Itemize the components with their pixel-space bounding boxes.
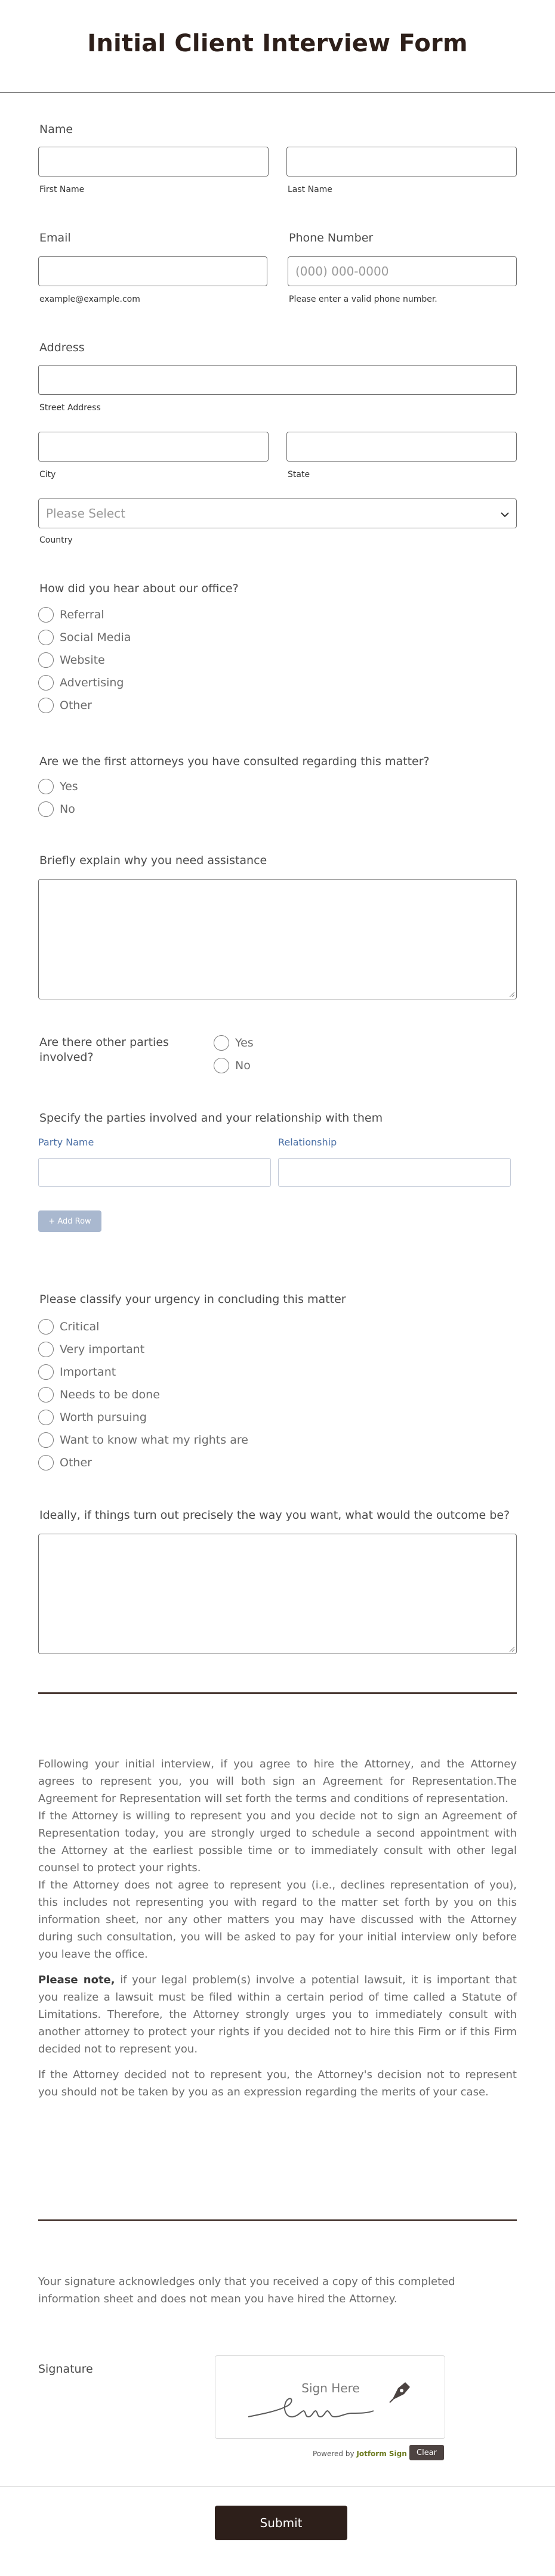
radio-option[interactable] — [214, 1054, 254, 1077]
column-header-relationship: Relationship — [278, 1137, 337, 1148]
acknowledge-text — [38, 2273, 517, 2308]
radio-circle[interactable] — [38, 1410, 54, 1425]
radio-option[interactable] — [38, 1451, 248, 1474]
radio-label: Referral — [60, 608, 104, 621]
relationship-input[interactable] — [278, 1158, 511, 1187]
outcome-textarea[interactable] — [38, 1534, 517, 1654]
radio-label: Worth pursuing — [60, 1411, 147, 1424]
city-input[interactable] — [38, 432, 269, 462]
radio-label: No — [235, 1059, 251, 1072]
radio-option[interactable] — [38, 671, 131, 694]
section-divider — [38, 1692, 517, 1694]
radio-circle[interactable] — [38, 630, 54, 645]
radio-option[interactable] — [38, 603, 131, 626]
radio-circle[interactable] — [38, 1387, 54, 1402]
country-select[interactable] — [38, 499, 517, 528]
urgency-label: Please classify your urgency in concluding this matter — [39, 1293, 346, 1306]
submit-button[interactable]: Submit — [215, 2506, 347, 2540]
radio-label: Very important — [60, 1343, 145, 1356]
phone-placeholder: (000) 000-0000 — [295, 264, 389, 278]
first-name-sublabel: First Name — [39, 185, 85, 194]
hear-about-options — [38, 603, 131, 717]
city-sublabel: City — [39, 470, 56, 479]
radio-label: Important — [60, 1366, 116, 1379]
country-select-value: Please Select — [46, 506, 125, 521]
email-input[interactable] — [38, 256, 267, 286]
signature-pad[interactable] — [215, 2355, 445, 2439]
street-address-input[interactable] — [38, 365, 517, 395]
other-parties-label-line1: Are there other parties — [39, 1036, 169, 1049]
radio-label: No — [60, 803, 75, 816]
street-address-sublabel: Street Address — [39, 403, 101, 413]
last-name-input[interactable] — [286, 147, 517, 177]
other-parties-label — [39, 1035, 169, 1065]
radio-circle[interactable] — [38, 607, 54, 623]
radio-circle[interactable] — [214, 1058, 229, 1073]
radio-circle[interactable] — [38, 675, 54, 691]
header-divider — [0, 92, 555, 93]
terms-text — [38, 1755, 517, 2101]
email-label: Email — [39, 231, 71, 244]
resize-grip-icon[interactable] — [508, 1646, 514, 1652]
terms-paragraph: If the Attorney does not agree to represent you (i.e., declines representation of you), this includes not representing you with regard to the matter set forth by you on this information sheet, nor any other matters you may have discussed with the Attorney during such consultation, you will be asked to pay for your initial interview only before you leave the office. — [38, 1879, 517, 1961]
first-name-input[interactable] — [38, 147, 269, 177]
radio-label: Social Media — [60, 631, 131, 644]
country-sublabel: Country — [39, 535, 73, 545]
resize-grip-icon[interactable] — [508, 991, 514, 997]
form-title: Initial Client Interview Form — [87, 30, 468, 57]
first-attorneys-options — [38, 775, 78, 821]
radio-label: Other — [60, 699, 92, 712]
terms-paragraph: Following your initial interview, if you agree to hire the Attorney, and the Attorney agrees to represent you, you will both sign an Agreement for Representation.The Agreement for Representation will set forth the terms and conditions of representation. — [38, 1758, 517, 1805]
clear-signature-button[interactable]: Clear — [409, 2445, 444, 2460]
radio-label: Want to know what my rights are — [60, 1433, 248, 1447]
assistance-label: Briefly explain why you need assistance — [39, 854, 267, 867]
radio-option[interactable] — [38, 1361, 248, 1383]
radio-option[interactable] — [214, 1032, 254, 1054]
radio-circle[interactable] — [38, 1364, 54, 1380]
terms-paragraph: If the Attorney is willing to represent you and you decide not to sign an Agreement of Representation today, you are strongly urged to schedule a second appointment with the Attorney at the earliest possible time or to immediately consult with other legal counsel to protect your rights. — [38, 1810, 517, 1874]
radio-option[interactable] — [38, 649, 131, 671]
signature-label: Signature — [38, 2363, 93, 2376]
state-input[interactable] — [286, 432, 517, 462]
phone-input[interactable] — [288, 256, 517, 286]
radio-label: Yes — [235, 1036, 254, 1049]
radio-circle[interactable] — [38, 1432, 54, 1448]
jotform-sign-brand[interactable]: Jotform Sign — [356, 2450, 407, 2458]
radio-label: Other — [60, 1456, 92, 1469]
chevron-down-icon — [501, 506, 509, 521]
state-sublabel: State — [288, 470, 310, 479]
acknowledge-line: Your signature acknowledges only that you received a copy of this completed — [38, 2275, 455, 2288]
add-row-button[interactable]: + Add Row — [38, 1210, 101, 1232]
radio-circle[interactable] — [214, 1035, 229, 1051]
hear-about-label: How did you hear about our office? — [39, 582, 239, 595]
first-attorneys-label: Are we the first attorneys you have consulted regarding this matter? — [39, 755, 430, 768]
section-divider — [38, 2219, 517, 2221]
urgency-options — [38, 1315, 248, 1474]
column-header-party-name: Party Name — [38, 1137, 94, 1148]
radio-label: Advertising — [60, 676, 124, 689]
radio-label: Critical — [60, 1320, 100, 1333]
radio-option[interactable] — [38, 626, 131, 649]
signature-placeholder: Sign Here — [301, 2381, 360, 2395]
terms-paragraph — [38, 1971, 517, 2058]
radio-circle[interactable] — [38, 779, 54, 794]
pen-nib-icon — [386, 2377, 415, 2406]
radio-circle[interactable] — [38, 1342, 54, 1357]
radio-circle[interactable] — [38, 652, 54, 668]
radio-option[interactable] — [38, 694, 131, 717]
radio-circle[interactable] — [38, 801, 54, 817]
other-parties-options — [214, 1032, 254, 1077]
please-note-text: if your legal problem(s) involve a potential lawsuit, it is important that you realize a lawsuit must be filed within a certain period of time called a Statute of Limitations. Therefore, the Attorney strongly urges you to immediately consult with another attorney to protect your rights if you decided not to hire this Firm or if this Firm decided not to represent you. — [38, 1974, 517, 2055]
radio-option[interactable] — [38, 1315, 248, 1338]
acknowledge-line: information sheet and does not mean you have hired the Attorney. — [38, 2293, 397, 2305]
radio-label: Needs to be done — [60, 1388, 160, 1401]
name-label: Name — [39, 123, 73, 136]
radio-option[interactable] — [38, 1429, 248, 1451]
radio-option[interactable] — [38, 798, 78, 821]
please-note-bold: Please note, — [38, 1974, 115, 1986]
radio-circle[interactable] — [38, 1455, 54, 1470]
email-sublabel: example@example.com — [39, 295, 140, 304]
radio-option[interactable] — [38, 1383, 248, 1406]
radio-option[interactable] — [38, 1338, 248, 1361]
assistance-textarea[interactable] — [38, 879, 517, 999]
radio-option[interactable] — [38, 1406, 248, 1429]
last-name-sublabel: Last Name — [288, 185, 332, 194]
powered-by-prefix: Powered by — [313, 2450, 354, 2458]
phone-label: Phone Number — [289, 231, 374, 244]
terms-paragraph: If the Attorney decided not to represent you, the Attorney's decision not to represent you should not be taken by you as an expression regarding the merits of your case. — [38, 2069, 517, 2098]
radio-circle[interactable] — [38, 1319, 54, 1335]
radio-label: Website — [60, 654, 105, 667]
radio-label: Yes — [60, 780, 78, 793]
address-label: Address — [39, 341, 85, 354]
radio-circle[interactable] — [38, 698, 54, 713]
powered-by — [313, 2450, 407, 2458]
radio-option[interactable] — [38, 775, 78, 798]
outcome-label: Ideally, if things turn out precisely the way you want, what would the outcome be? — [39, 1509, 510, 1522]
parties-table-label: Specify the parties involved and your relationship with them — [39, 1111, 383, 1125]
phone-sublabel: Please enter a valid phone number. — [289, 295, 437, 304]
other-parties-label-line2: involved? — [39, 1051, 94, 1064]
party-name-input[interactable] — [38, 1158, 271, 1187]
